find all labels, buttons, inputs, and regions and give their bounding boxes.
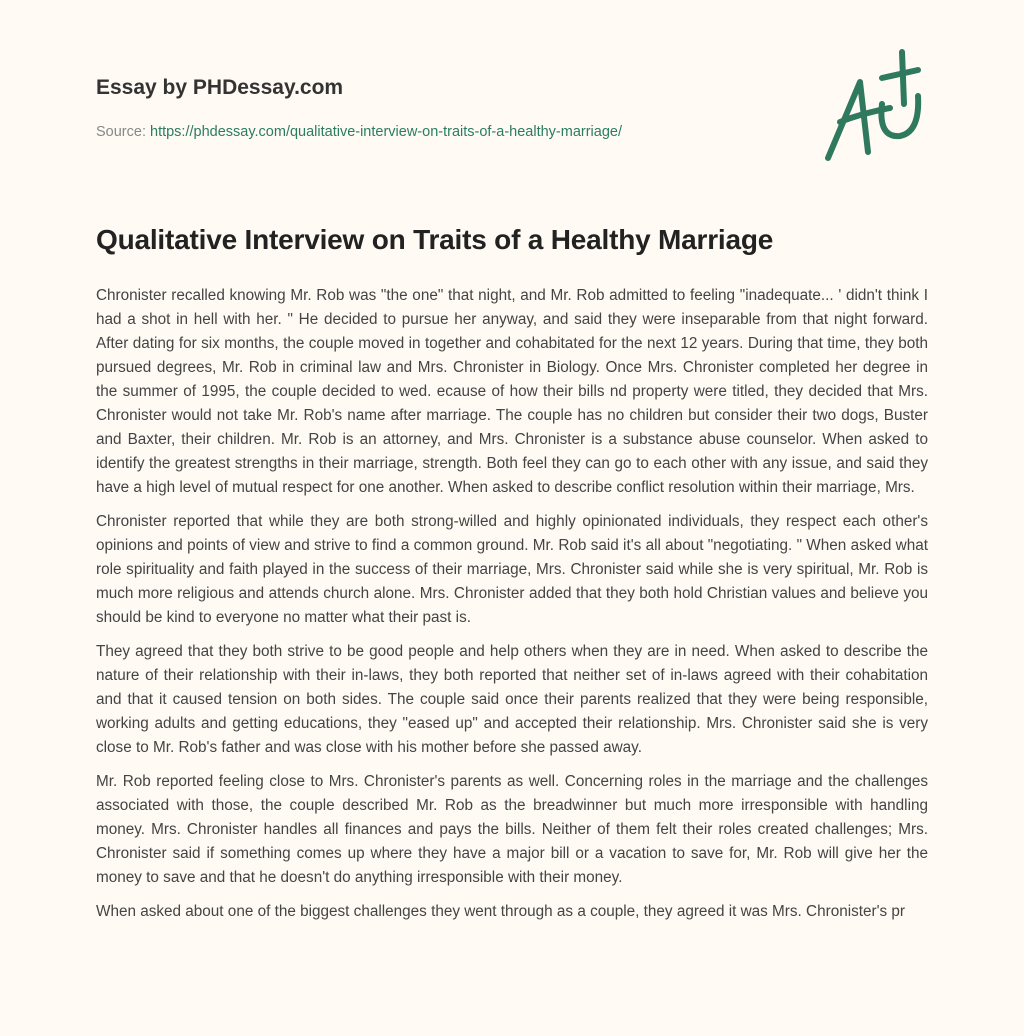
brand-title: Essay by PHDessay.com <box>96 76 344 99</box>
source-link[interactable]: https://phdessay.com/qualitative-interview-on-traits-of-a-healthy-marriage/ <box>150 124 622 140</box>
essay-title: Qualitative Interview on Traits of a Healthy Marriage <box>96 224 774 255</box>
essay-paragraph: Chronister reported that while they are both strong-willed and highly opinionated individuals, they respect each other's opinions and points of view and strive to find a common ground. Mr. Rob said it's all about "negotiating. " When asked what role spirituality and faith played in the success of their marriage, Mrs. Chronister said while she is very spiritual, Mr. Rob is much more religious and attends church alone. Mrs. Chronister added that they both hold Christian values and believe you should be kind to everyone no matter what their past is. <box>96 513 928 626</box>
essay-paragraph: When asked about one of the biggest challenges they went through as a couple, they agreed it was Mrs. Chronister's pr <box>96 903 906 920</box>
essay-paragraph: They agreed that they both strive to be good people and help others when they are in need. When asked to describe the nature of their relationship with their in-laws, they both reported that neither set of in-laws agreed with their cohabitation and that it caused tension on both sides. The couple said once their parents realized that they were being responsible, working adults and getting educations, they "eased up" and accepted their relationship. Mrs. Chronister said she is very close to Mr. Rob's father and was close with his mother before she passed away. <box>96 643 928 756</box>
a-plus-logo-icon <box>820 40 930 165</box>
essay-paragraph: Mr. Rob reported feeling close to Mrs. Chronister's parents as well. Concerning roles in the marriage and the challenges associated with those, the couple described Mr. Rob as the breadwinner but much more irresponsible with handling money. Mrs. Chronister handles all finances and pays the bills. Neither of them felt their roles created challenges; Mrs. Chronister said if something comes up where they have a major bill or a vacation to save for, Mr. Rob will give her the money to save and that he doesn't do anything irresponsible with their money. <box>96 773 928 886</box>
essay-paragraph: Chronister recalled knowing Mr. Rob was "the one" that night, and Mr. Rob admitted to feeling "inadequate... ' didn't think I had a shot in hell with her. " He decided to pursue her anyway, and said they were inseparable from that night forward. After dating for six months, the couple moved in together and cohabitated for the next 12 years. During that time, they both pursued degrees, Mr. Rob in criminal law and Mrs. Chronister in Biology. Once Mrs. Chronister completed her degree in the summer of 1995, the couple decided to wed. ecause of how their bills nd property were titled, they decided that Mrs. Chronister would not take Mr. Rob's name after marriage. The couple has no children but consider their two dogs, Buster and Baxter, their children. Mr. Rob is an attorney, and Mrs. Chronister is a substance abuse counselor. When asked to identify the greatest strengths in their marriage, strength. Both feel they can go to each other with any issue, and said they have a high level of mutual respect for one another. When asked to describe conflict resolution within their marriage, Mrs. <box>96 287 928 496</box>
source-label: Source: <box>96 124 150 140</box>
source-line <box>96 124 622 140</box>
essay-body <box>96 284 928 934</box>
site-header <box>96 76 343 100</box>
